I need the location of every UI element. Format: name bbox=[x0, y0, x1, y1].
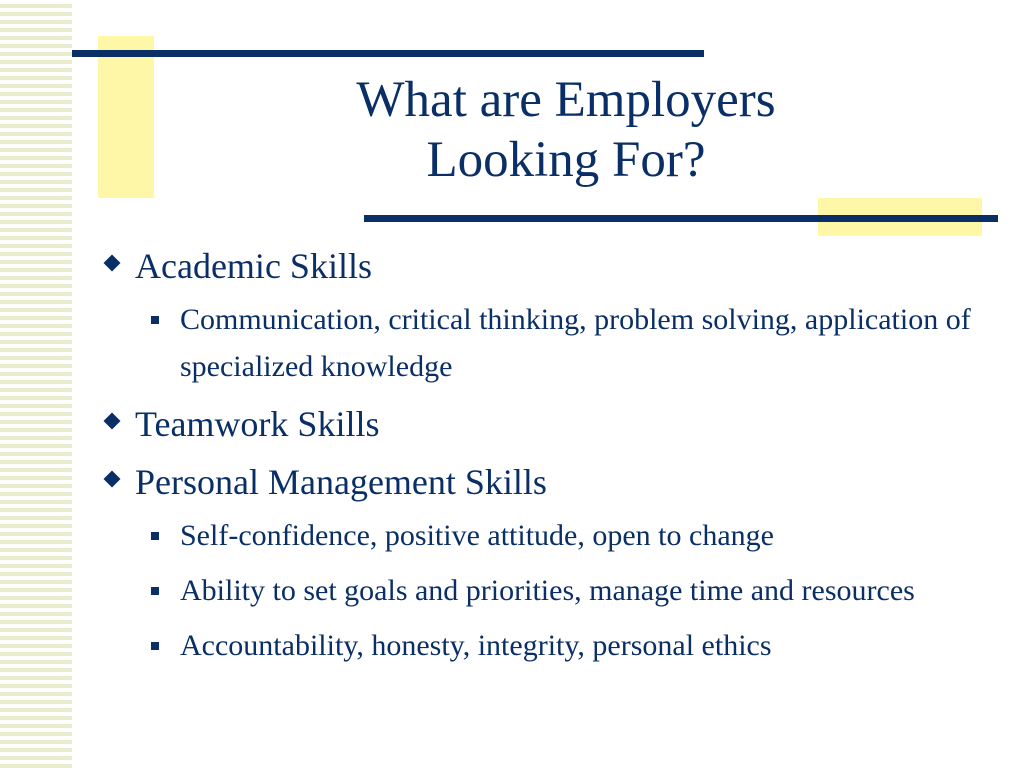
square-bullet-icon bbox=[151, 642, 159, 650]
subbullet-text: Communication, critical thinking, problem solving, application of specialized knowledge bbox=[180, 303, 971, 383]
subbullet-accountability bbox=[100, 622, 1000, 669]
diamond-bullet-icon bbox=[104, 413, 121, 430]
subbullet-self-confidence bbox=[100, 512, 1000, 559]
square-bullet-icon bbox=[151, 587, 159, 595]
slide-title-line-1: What are Employers bbox=[356, 72, 776, 128]
bullet-label: Academic Skills bbox=[135, 246, 372, 286]
bullet-academic-skills bbox=[100, 242, 1000, 290]
subbullet-goals-priorities bbox=[100, 567, 1000, 614]
subbullet-communication bbox=[100, 296, 1000, 390]
diamond-bullet-icon bbox=[104, 255, 121, 272]
bullet-label: Teamwork Skills bbox=[135, 404, 380, 444]
slide-title bbox=[256, 70, 876, 190]
diamond-bullet-icon bbox=[104, 471, 121, 488]
decorative-yellow-block-left bbox=[98, 36, 154, 198]
decorative-stripe-band bbox=[0, 0, 72, 768]
title-rule-top bbox=[72, 50, 704, 57]
subbullet-text: Accountability, honesty, integrity, personal ethics bbox=[180, 629, 772, 662]
title-rule-bottom bbox=[364, 215, 998, 222]
slide-title-line-2: Looking For? bbox=[426, 132, 706, 188]
square-bullet-icon bbox=[151, 316, 159, 324]
bullet-label: Personal Management Skills bbox=[135, 462, 547, 502]
bullet-personal-management-skills bbox=[100, 458, 1000, 506]
subbullet-text: Ability to set goals and priorities, manage time and resources bbox=[180, 574, 915, 607]
subbullet-text: Self-confidence, positive attitude, open to change bbox=[180, 519, 774, 552]
square-bullet-icon bbox=[151, 532, 159, 540]
slide-content bbox=[100, 242, 1000, 669]
bullet-teamwork-skills bbox=[100, 400, 1000, 448]
